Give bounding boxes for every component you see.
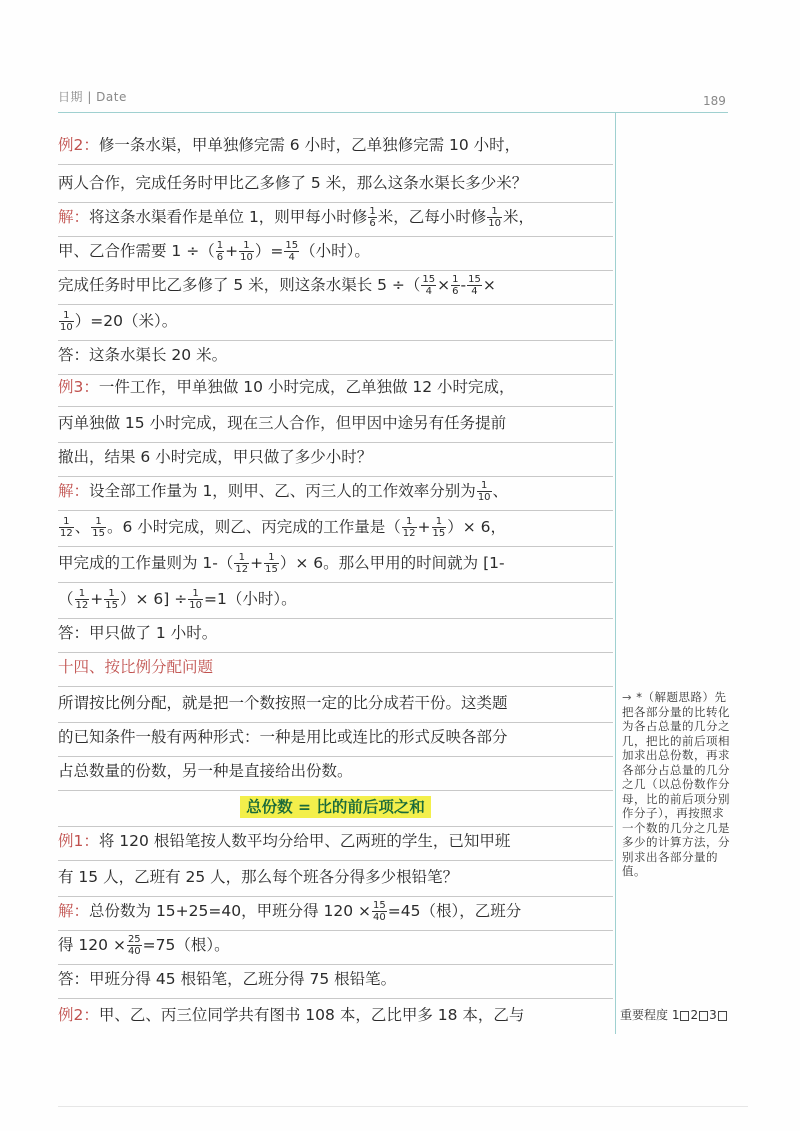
text-line: 解：设全部工作量为 1，则甲、乙、丙三人的工作效率分别为 $\frac{1}{10}$ 、 [58, 472, 613, 511]
line-text: 一件工作，甲单独做 10 小时完成，乙单独做 12 小时完成， [98, 378, 515, 396]
text-line [58, 368, 613, 407]
text-line: 解：总份数为 15+25=40，甲班分得 120 × $\frac{15}{40}$ =45（根），乙班分 [58, 892, 613, 931]
line-text: 两人合作，完成任务时甲比乙多修了 5 米，那么这条水渠长多少米？ [58, 174, 528, 192]
fraction: $\frac{15}{4}$ [468, 274, 481, 297]
section-heading: 十四、按比例分配问题 [58, 658, 214, 676]
fraction: $\frac{1}{12}$ [402, 516, 416, 539]
line-text: 有 15 人，乙班有 25 人，那么每个班各分得多少根铅笔？ [58, 868, 459, 886]
fraction: $\frac{1}{10}$ [189, 588, 202, 611]
formula-highlight: 总份数 = 比的前后项之和 [240, 796, 431, 818]
text-line [58, 126, 613, 165]
line-text: 得 120 × [58, 936, 126, 954]
answer-text: 答：甲班分得 45 根铅笔，乙班分得 75 根铅笔。 [58, 970, 397, 988]
text-line: $\frac{1}{12}$ 、 $\frac{1}{15}$ 。6 小时完成，则乙、丙完成的工作量是（ $\frac{1}{12}$ + $\frac{1}{15}$ ）× 6， [58, 508, 613, 547]
checkbox-3[interactable] [718, 1011, 727, 1021]
line-text: 米，乙每小时修 [377, 208, 487, 226]
fraction: $\frac{1}{12}$ [60, 516, 73, 539]
line-text: 米， [502, 208, 534, 226]
importance-label: 重要程度 [620, 1008, 669, 1022]
example-label: 例1： [58, 832, 99, 850]
line-text: 所谓按比例分配，就是把一个数按照一定的比分成若干份。这类题 [58, 694, 508, 712]
fraction: $\frac{1}{10}$ [477, 480, 491, 503]
text-line: 甲、乙合作需要 1 ÷（ $\frac{1}{6}$ + $\frac{1}{10}$ ）= $\frac{15}{4}$ （小时）。 [58, 232, 613, 271]
importance-option-1: 1 [671, 1008, 680, 1022]
line-text: 设全部工作量为 1，则甲、乙、丙三人的工作效率分别为 [89, 482, 476, 500]
line-text: 甲完成的工作量则为 1-（ [58, 554, 234, 572]
text-line [58, 752, 613, 791]
text-line [58, 996, 613, 1034]
importance-option-3: 3 [709, 1008, 717, 1022]
line-text: 将 120 根铅笔按人数平均分给甲、乙两班的学生，已知甲班 [98, 832, 511, 850]
text-line: 完成任务时甲比乙多修了 5 米，则这条水渠长 5 ÷（ $\frac{15}{4}$ × $\frac{1}{6}$ - $\frac{15}{4}$ × [58, 266, 613, 305]
side-note [622, 690, 734, 879]
fraction: $\frac{15}{4}$ [285, 240, 299, 263]
date-label: 日期 | Date [58, 90, 127, 104]
page-number: 189 [703, 94, 726, 108]
fraction: $\frac{1}{15}$ [432, 516, 446, 539]
text-line: 甲完成的工作量则为 1-（ $\frac{1}{12}$ + $\frac{1}{15}$ ）× 6。那么甲用的时间就为 [1- [58, 544, 613, 583]
fraction: $\frac{15}{40}$ [373, 900, 386, 923]
answer-text: 答：这条水渠长 20 米。 [58, 346, 228, 364]
fraction: $\frac{25}{40}$ [127, 934, 141, 957]
line-text: 完成任务时甲比乙多修了 5 米，则这条水渠长 5 ÷（ [58, 276, 421, 294]
fraction: $\frac{1}{10}$ [60, 310, 73, 333]
line-text: 甲、乙合作需要 1 ÷（ [58, 242, 215, 260]
side-note-text: *（解题思路）先把各部分量的比转化为各占总量的几分之几，把比的前后项相加求出总份数，再求各部分占总量的几分之几（以总份数作分母，比的前后项分别作分子），再按照求一个数的几分之几是多少的计算方法，分别求出各部分量的值。 [622, 690, 730, 878]
fraction: $\frac{1}{12}$ [235, 552, 249, 575]
solution-label: 解： [58, 482, 90, 500]
fraction: $\frac{15}{4}$ [422, 274, 436, 297]
line-text: 。6 小时完成，则乙、丙完成的工作量是（ [106, 518, 401, 536]
text-line [58, 822, 613, 861]
fraction: $\frac{1}{15}$ [105, 588, 118, 611]
example-label: 例2： [58, 136, 99, 154]
fraction: $\frac{1}{6}$ [369, 206, 376, 229]
example-label: 例3： [58, 378, 99, 396]
fraction: $\frac{1}{6}$ [452, 274, 459, 297]
line-text: 总份数为 15+25=40，甲班分得 120 × [89, 902, 372, 920]
answer-text: 答：甲只做了 1 小时。 [58, 624, 218, 642]
fraction: $\frac{1}{15}$ [265, 552, 278, 575]
line-text: 占总数量的份数，另一种是直接给出份数。 [58, 762, 353, 780]
line-text: 甲、乙、丙三位同学共有图书 108 本，乙比甲多 18 本，乙与 [98, 1006, 525, 1024]
solution-label: 解： [58, 902, 90, 920]
importance-rating [620, 1006, 728, 1023]
header-rule [58, 112, 728, 113]
bottom-rule [58, 1106, 748, 1107]
fraction: $\frac{1}{12}$ [75, 588, 89, 611]
text-line [58, 648, 613, 687]
fraction: $\frac{1}{6}$ [216, 240, 224, 263]
text-line: 得 120 × $\frac{25}{40}$ =75（根）。 [58, 926, 613, 965]
line-text: 修一条水渠，甲单独修完需 6 小时，乙单独修完需 10 小时， [98, 136, 521, 154]
example-label: 例2： [58, 1006, 99, 1024]
line-text: ）=20（米）。 [74, 312, 178, 330]
margin-rule [615, 112, 616, 1034]
checkbox-1[interactable] [680, 1011, 689, 1021]
text-line [58, 960, 613, 999]
line-text: 撤出，结果 6 小时完成，甲只做了多少小时？ [58, 448, 373, 466]
fraction: $\frac{1}{15}$ [92, 516, 105, 539]
fraction: $\frac{1}{10}$ [488, 206, 501, 229]
solution-label: 解： [58, 208, 90, 226]
text-line: （ $\frac{1}{12}$ + $\frac{1}{15}$ ）× 6] ÷ $\frac{1}{10}$ =1（小时）。 [58, 580, 613, 619]
importance-option-2: 2 [690, 1008, 699, 1022]
checkbox-2[interactable] [699, 1011, 708, 1021]
line-text: 丙单独做 15 小时完成，现在三人合作，但甲因中途另有任务提前 [58, 414, 507, 432]
arrow-icon: → [622, 690, 633, 704]
fraction: $\frac{1}{10}$ [240, 240, 253, 263]
line-text: 的已知条件一般有两种形式：一种是用比或连比的形式反映各部分 [58, 728, 508, 746]
line-text: 将这条水渠看作是单位 1，则甲每小时修 [89, 208, 368, 226]
